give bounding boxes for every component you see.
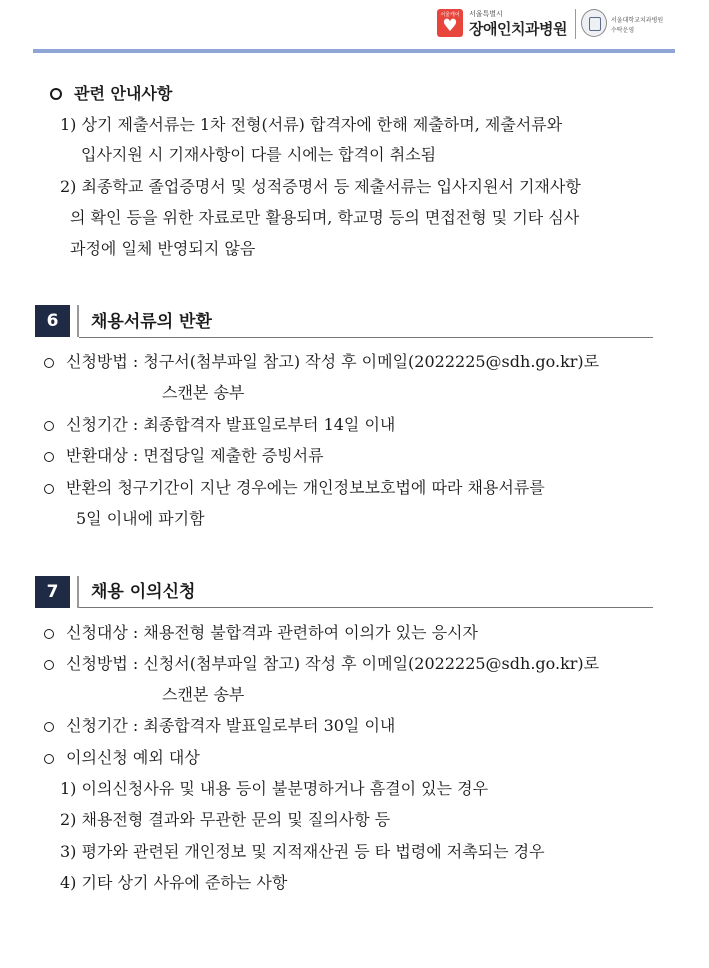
circle-bullet-icon: [44, 660, 54, 670]
notice-line: 2) 최종학교 졸업증명서 및 성적증명서 등 제출서류는 입사지원서 기재사항: [60, 177, 581, 196]
list-item-continuation: 5일 이내에 파기함: [76, 509, 205, 528]
circle-bullet-icon: [44, 358, 54, 368]
notice-line: 과정에 일체 반영되지 않음: [70, 239, 256, 258]
list-item: [44, 654, 599, 674]
section-rule: [79, 337, 653, 338]
list-item-text: 반환대상 : 면접당일 제출한 증빙서류: [66, 446, 324, 465]
list-item-text: 신청대상 : 채용전형 불합격과 관련하여 이의가 있는 응시자: [66, 623, 478, 642]
section-divider: [77, 576, 79, 608]
operator-name: 서울대학교치과병원: [611, 17, 664, 24]
hospital-name: 장애인치과병원: [469, 20, 567, 38]
notice-heading: 관련 안내사항: [74, 84, 173, 103]
section-divider: [77, 305, 79, 337]
circle-bullet-icon: [44, 722, 54, 732]
seoul-care-logo: [437, 9, 463, 37]
section-number: 6: [35, 305, 70, 337]
header-divider: [575, 9, 576, 39]
section-title: 채용서류의 반환: [91, 312, 212, 332]
list-item: [44, 748, 200, 768]
exception-item: 4) 기타 상기 사유에 준하는 사항: [60, 873, 288, 892]
circle-bullet-icon: [44, 629, 54, 639]
circle-bullet-icon: [50, 88, 62, 100]
list-item: [44, 478, 545, 498]
circle-bullet-icon: [44, 484, 54, 494]
list-item-text: 신청방법 : 청구서(첨부파일 참고) 작성 후 이메일(2022225@sdh.go.kr)로: [66, 352, 600, 371]
section-title: 채용 이의신청: [91, 582, 196, 602]
list-item-text: 신청기간 : 최종합격자 발표일로부터 30일 이내: [66, 716, 396, 735]
notice-line: 1) 상기 제출서류는 1차 전형(서류) 합격자에 한해 제출하며, 제출서류와: [60, 115, 563, 134]
list-item-text: 반환의 청구기간이 지난 경우에는 개인정보보호법에 따라 채용서류를: [66, 478, 545, 497]
circle-bullet-icon: [44, 754, 54, 764]
city-name: 서울특별시: [469, 10, 503, 18]
operator-role: 수탁운영: [611, 27, 635, 34]
list-item-continuation: 스캔본 송부: [162, 685, 245, 704]
list-item: [44, 623, 478, 643]
list-item: [44, 716, 395, 736]
page-header: [0, 0, 709, 56]
snu-emblem-icon: [581, 9, 607, 37]
list-item: [44, 352, 599, 372]
notice-heading-row: [50, 84, 172, 104]
section-number: 7: [35, 576, 70, 608]
circle-bullet-icon: [44, 421, 54, 431]
section-rule: [79, 607, 653, 608]
list-item-continuation: 스캔본 송부: [162, 383, 245, 402]
list-item-text: 이의신청 예외 대상: [66, 748, 200, 767]
list-item-text: 신청방법 : 신청서(첨부파일 참고) 작성 후 이메일(2022225@sdh.go.kr)로: [66, 654, 600, 673]
notice-line: 입사지원 시 기재사항이 다를 시에는 합격이 취소됨: [81, 145, 437, 164]
header-accent-bar: [33, 49, 675, 53]
heart-icon: ♥: [442, 16, 458, 36]
exception-item: 1) 이의신청사유 및 내용 등이 불분명하거나 흠결이 있는 경우: [60, 779, 489, 798]
circle-bullet-icon: [44, 452, 54, 462]
notice-line: 의 확인 등을 위한 자료로만 활용되며, 학교명 등의 면접전형 및 기타 심사: [70, 208, 580, 227]
logo-caption: 서울케어: [440, 12, 460, 18]
list-item-text: 신청기간 : 최종합격자 발표일로부터 14일 이내: [66, 415, 396, 434]
list-item: [44, 446, 324, 466]
exception-item: 3) 평가와 관련된 개인정보 및 지적재산권 등 타 법령에 저촉되는 경우: [60, 842, 545, 861]
list-item: [44, 415, 395, 435]
exception-item: 2) 채용전형 결과와 무관한 문의 및 질의사항 등: [60, 810, 391, 829]
